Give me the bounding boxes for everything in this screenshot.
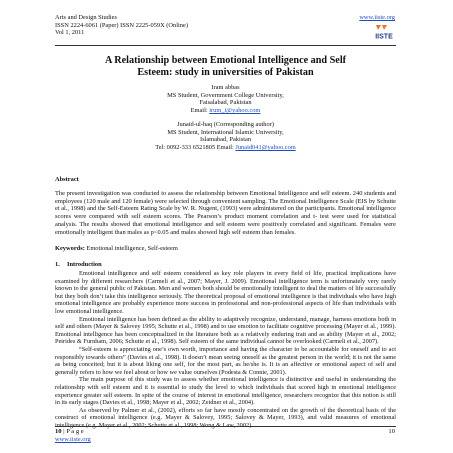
paragraph: Emotional intelligence and self esteem considered as key role players in every field of life, practical implications have examined by different researchers (Carmeli et al., 2007; Mayer, J. 2009). Emotional intelligence term is unfortunately very rarely known to the general public of Pakistan. Men and women both should be emotionally intelligent to deal the matters of life successfully but they both don’t take this intelligence seriously. The theoretical proposal of emotional intelligence is that individuals who have high emotional intelligence are probably experience more success in professional and non-professional aspects of life than individuals with low emotional intelligence. [55,270,396,315]
paragraph: As observed by Palmer et al., (2002), efforts so far have mostly concentrated on the growth of the theoretical basis of the construct of emotional intelligence (e.g. Mayer & Salovey, 1995; Salovey & Mayer, 1993), and valid measures of emotional intelligence (e.g. Mayer et al., 2002; Schutte et al., 1998; Wong & Law, 2002). [55,406,396,429]
section-heading-introduction [55,261,102,268]
header-divider [55,45,396,46]
paper-title [55,55,396,79]
header-website-link[interactable]: www.iiste.org [359,14,395,21]
author2-contact-label: Tel: 0092-333 6521805 Email: [155,143,236,151]
footer-website-link[interactable]: www.iiste.org [55,436,91,443]
footer-page-label [55,428,84,435]
footer-separator: | [61,428,67,435]
author2-contact-line [55,144,396,152]
introduction-body [55,270,396,429]
paragraph: The main purpose of this study was to assess whether emotional intelligence is distinctive and useful in understanding the relationship with self esteem and it is essential to study the level to which individuals that scored high in emotional intelligence experience greater self esteem. In spite of the course of interest in emotional intelligence, researchers recognize that this notion is still in its early stages (Davies et al., 1998; Mayer et al., 2002; Zeidner et al., 2004). [55,376,396,407]
author2-city: Islamabad, Pakistan [199,136,252,144]
title-line-1: A Relationship between Emotional Intelligence and Self [104,55,347,66]
journal-issn: ISSN 2224-6061 (Paper) ISSN 2225-059X (Online) [55,21,188,29]
journal-volume: Vol 1, 2011 [55,29,85,37]
journal-name: Arts and Design Studies [55,14,117,21]
author1-email-link[interactable]: irum_i@yahoo.com [209,107,261,115]
author2-email-link[interactable]: Junaid041@yahoo.com [235,143,296,151]
author1-city: Faisalabad, Pakistan [199,99,252,107]
keywords-line [55,245,178,252]
author1-name: Iram abbas [211,84,240,91]
footer-right-number: 10 [388,428,395,435]
author1-affiliation: MS Student, Government College University, [167,91,284,99]
author2-affiliation: MS Student, International Islamic University, [167,128,284,136]
paragraph: “Self-esteem is appreciating one’s own worth, importance and having the character to be accountable for oneself and to act responsibly towards others” (Davies et al., 1998). It doesn’t mean seeing oneself as the greatest person in the world; it is not the same as being conceited; but it is about liking one self, for the most part, as he/she is. It is an affective or emotional aspect of self and generally refers to how we feel about or how we value ourselves (Podesta & Connie, 2001). [55,345,396,376]
keywords-label: Keywords: [55,245,85,252]
footer-page-word: P a g e [66,428,84,435]
author1-email-label: Email: [190,107,210,115]
title-line-2: Esteem: study in universities of Pakistan [137,67,314,78]
author1-email-line [55,107,396,115]
keywords-text: Emotional intelligence, Self-esteem [84,245,178,252]
section-number: 1. [55,261,60,268]
journal-header [55,14,188,37]
author2-name: Junaid-ul-haq (Corresponding author) [177,120,274,128]
iiste-logo [373,24,395,40]
abstract-heading: Abstract [55,176,79,183]
logo-text: IISTE [375,33,393,40]
footer-divider [55,426,396,427]
author-block [55,84,396,152]
paragraph: Emotional intelligence has been defined as the ability to adaptively recognize, understand, manage, harness emotions both in self and others (Mayer & Salovey 1995; Schutte et al., 1998) and to use emotion to facilitate cognitive processing (Mayer et al., 1999). Emotional intelligence has been conceptualized in the literature both as a relatively enduring trait and as ability (Mayer et al., 2002; Petrides & Furnham, 2006; Schutte et al., 1998). Self esteem of the same individual cannot be overlooked (Carmeli et al., 2007). [55,315,396,346]
abstract-text: The present investigation was conducted to assess the relationship between Emotional Intelligence and self esteem. 240 students and employees (120 male and 120 female) were selected through convenient sampling. The Emotional Intelligence Scale (EIS by Schutte et al., 1998) and the Self-Esteem Rating Scale by W. R. Nugent, (1993) were administered on the participants. Emotional intelligence scores were compared with self esteem scores. The Pearson’s product moment correlation and t- test were used for statistical analysis. The results showed that emotional intelligence and self esteem were positively correlated and significant. Females were emotionally intelligent than males as p<0.05 and males showed high self esteem than females. [55,190,396,236]
footer-page-number: 10 [55,428,62,435]
section-title: Introduction [67,261,102,268]
